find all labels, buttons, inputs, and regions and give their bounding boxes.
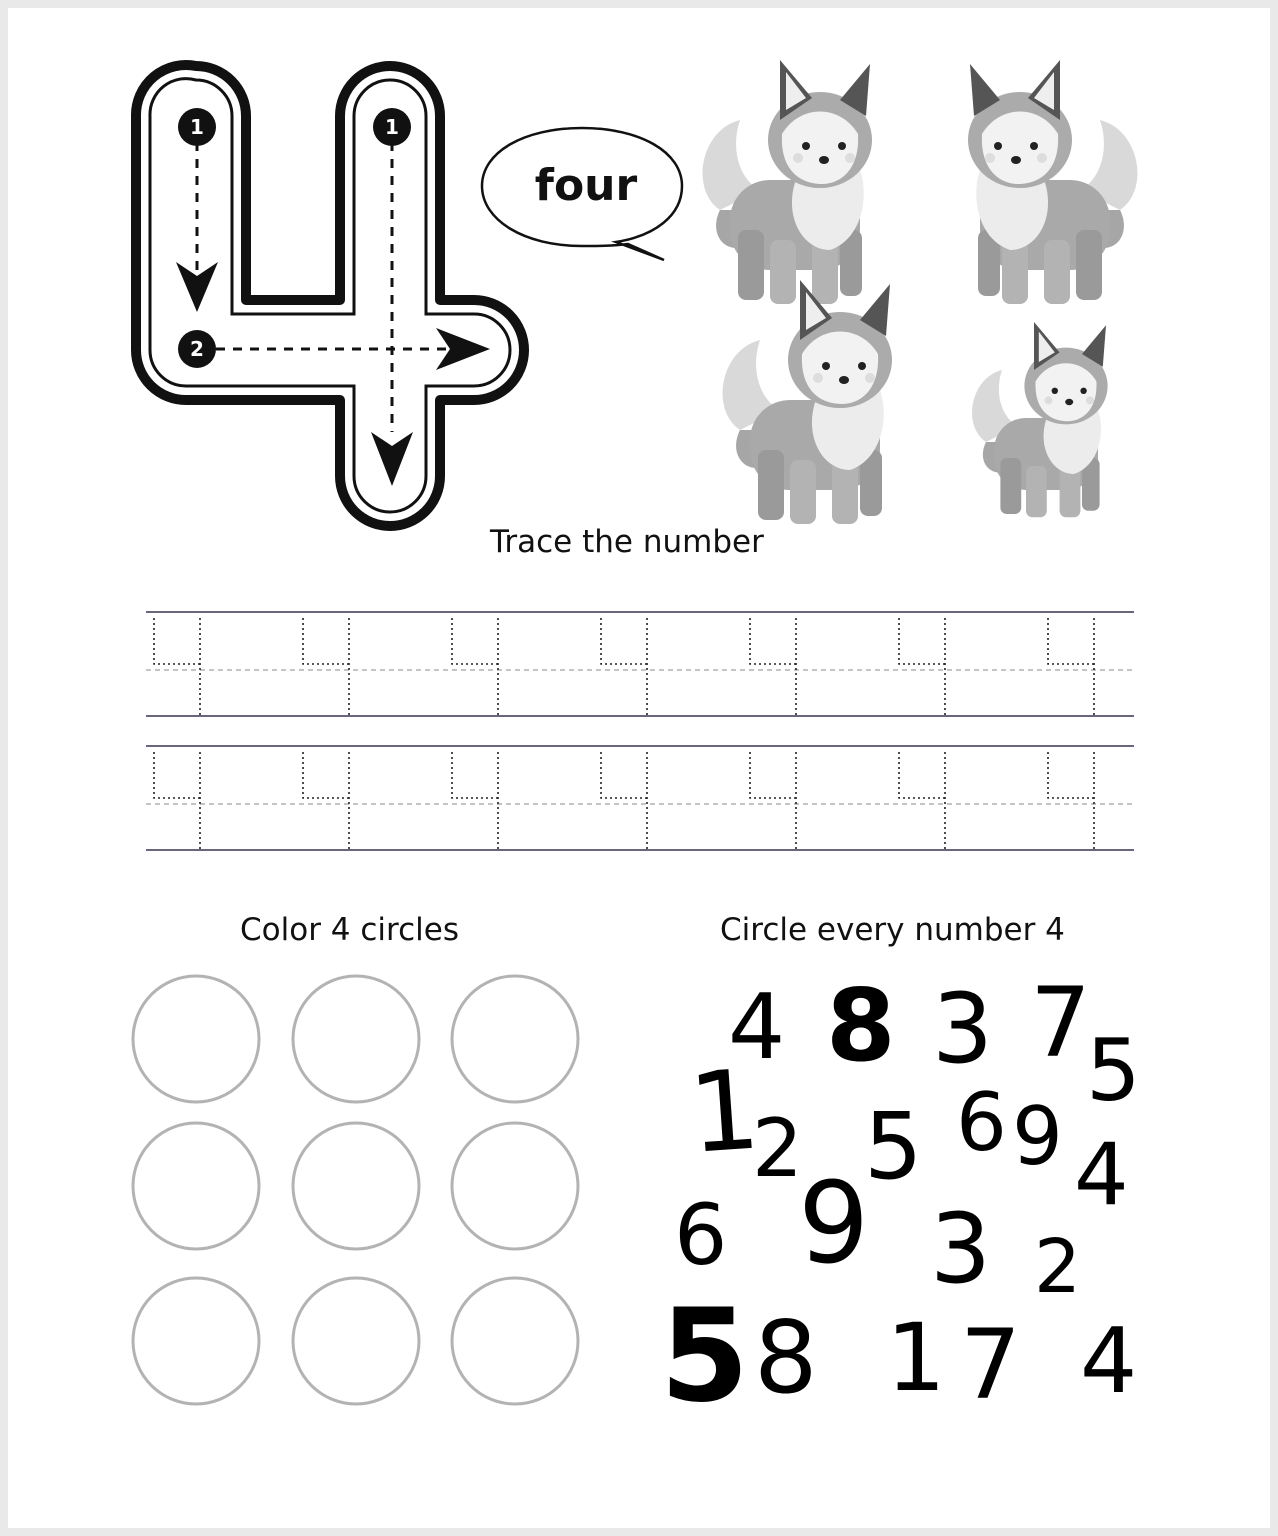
trace-glyph[interactable] bbox=[899, 752, 945, 850]
search-digit[interactable]: 2 bbox=[752, 1102, 803, 1195]
color-circles-grid bbox=[133, 976, 578, 1404]
search-digit[interactable]: 1 bbox=[886, 1304, 946, 1413]
search-digit[interactable]: 5 bbox=[864, 1093, 923, 1200]
search-digit[interactable]: 4 bbox=[1074, 1125, 1129, 1225]
search-digit[interactable]: 4 bbox=[728, 975, 786, 1080]
color-circle[interactable] bbox=[452, 976, 578, 1102]
trace-glyph[interactable] bbox=[452, 618, 498, 716]
color-circle[interactable] bbox=[133, 1278, 259, 1404]
search-digit[interactable]: 9 bbox=[798, 1159, 870, 1289]
search-digit[interactable]: 6 bbox=[674, 1186, 728, 1284]
trace-glyph[interactable] bbox=[154, 618, 200, 716]
search-digit[interactable]: 7 bbox=[960, 1309, 1022, 1421]
search-digit[interactable]: 3 bbox=[930, 1193, 992, 1305]
trace-practice-area bbox=[146, 612, 1134, 850]
wolf-pup-icon bbox=[703, 60, 1138, 524]
color-caption: Color 4 circles bbox=[240, 912, 459, 948]
color-circle[interactable] bbox=[133, 1123, 259, 1249]
search-digit[interactable]: 9 bbox=[1012, 1090, 1063, 1183]
trace-glyph[interactable] bbox=[303, 618, 349, 716]
step-badge-1b: 1 bbox=[385, 115, 399, 139]
find-caption: Circle every number 4 bbox=[720, 912, 1065, 948]
search-digit[interactable]: 6 bbox=[956, 1076, 1007, 1169]
speech-bubble bbox=[482, 128, 682, 260]
search-digit[interactable]: 1 bbox=[684, 1045, 764, 1178]
step-badge-1: 1 bbox=[190, 115, 204, 139]
search-digit[interactable]: 8 bbox=[754, 1299, 818, 1416]
search-digit[interactable]: 4 bbox=[1080, 1309, 1138, 1414]
trace-glyph[interactable] bbox=[899, 618, 945, 716]
trace-glyph[interactable] bbox=[452, 752, 498, 850]
color-circle[interactable] bbox=[452, 1123, 578, 1249]
search-digit[interactable]: 2 bbox=[1034, 1224, 1082, 1310]
color-circle[interactable] bbox=[293, 976, 419, 1102]
trace-glyph[interactable] bbox=[750, 618, 796, 716]
trace-glyph[interactable] bbox=[303, 752, 349, 850]
trace-caption: Trace the number bbox=[490, 524, 764, 560]
trace-glyph[interactable] bbox=[154, 752, 200, 850]
color-circle[interactable] bbox=[452, 1278, 578, 1404]
color-circle[interactable] bbox=[293, 1278, 419, 1404]
trace-glyph[interactable] bbox=[601, 752, 647, 850]
trace-glyph[interactable] bbox=[601, 618, 647, 716]
number-word: four bbox=[534, 160, 638, 211]
search-digit[interactable]: 8 bbox=[826, 967, 896, 1084]
search-digit[interactable]: 3 bbox=[932, 973, 994, 1085]
search-digit[interactable]: 7 bbox=[1030, 967, 1092, 1079]
digit-search-area bbox=[660, 967, 1141, 1431]
color-circle[interactable] bbox=[133, 976, 259, 1102]
trace-glyph[interactable] bbox=[1048, 618, 1094, 716]
trace-glyph[interactable] bbox=[750, 752, 796, 850]
search-digit[interactable]: 5 bbox=[660, 1282, 750, 1431]
trace-glyph[interactable] bbox=[1048, 752, 1094, 850]
color-circle[interactable] bbox=[293, 1123, 419, 1249]
step-badge-2: 2 bbox=[190, 337, 204, 361]
search-digit[interactable]: 5 bbox=[1086, 1021, 1141, 1121]
